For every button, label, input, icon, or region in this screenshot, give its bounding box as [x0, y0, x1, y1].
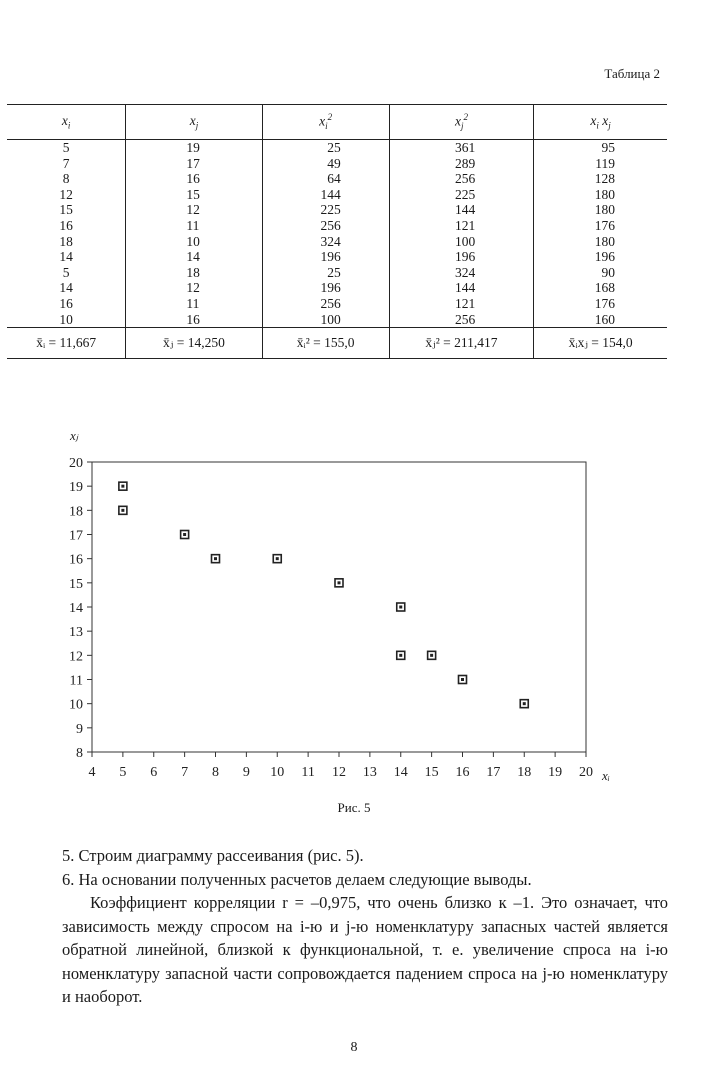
- table-row: [7, 156, 667, 172]
- x-tick-label: 14: [393, 765, 408, 780]
- table-cell: 144: [389, 202, 534, 218]
- table-cell: 11: [126, 296, 262, 312]
- table-cell: 5: [62, 264, 70, 280]
- header-xi: $x_i$: [7, 105, 126, 140]
- table-cell: 225: [389, 187, 534, 203]
- table-cell: 5: [62, 140, 70, 155]
- table-cell: 14: [59, 280, 73, 296]
- table-cell: 256: [389, 171, 534, 187]
- table-cell: 49: [262, 156, 389, 172]
- data-point-center: [461, 678, 464, 681]
- table-cell: 324: [262, 234, 389, 250]
- table-cell: 225: [262, 202, 389, 218]
- table-cell: 180: [534, 187, 667, 203]
- table-row: [7, 171, 667, 187]
- table-row: [7, 202, 667, 218]
- y-tick-label: 14: [69, 601, 83, 616]
- table-cell: 16: [126, 312, 262, 328]
- table-row: [7, 218, 667, 234]
- y-tick-label: 15: [69, 576, 83, 592]
- table-row: [7, 265, 667, 281]
- x-tick-label: 12: [332, 765, 346, 780]
- table-cell: 324: [389, 265, 534, 281]
- y-tick-label: 9: [76, 721, 83, 737]
- summary-cell: x̄ⱼ = 14,250: [126, 328, 262, 359]
- table-row: [7, 234, 667, 250]
- table-cell: 16: [59, 217, 73, 233]
- table-cell: 15: [59, 202, 73, 218]
- data-point-center: [121, 485, 124, 488]
- y-tick-label: 19: [69, 480, 83, 496]
- table-cell: 128: [534, 171, 667, 187]
- table-header-row: [7, 105, 667, 140]
- x-tick-label: 19: [548, 765, 563, 780]
- page-number: 8: [350, 1040, 358, 1055]
- table-cell: 12: [59, 186, 73, 202]
- data-point-center: [183, 533, 186, 536]
- table-cell: 289: [389, 156, 534, 172]
- table-cell: 25: [262, 265, 389, 281]
- table-row: [7, 249, 667, 265]
- table-cell: 176: [534, 218, 667, 234]
- x-tick-label: 10: [270, 765, 285, 780]
- plot-frame: [92, 462, 586, 752]
- paragraph-1: 5. Строим диаграмму рассеивания (рис. 5).: [62, 846, 364, 865]
- data-point-center: [399, 654, 402, 657]
- y-tick-label: 11: [69, 673, 83, 689]
- data-point-center: [121, 509, 124, 512]
- figure-caption: Рис. 5: [337, 800, 371, 815]
- table-row: [7, 140, 667, 156]
- table-cell: 256: [389, 312, 534, 328]
- table-cell: 10: [59, 311, 73, 327]
- table-cell: 256: [262, 218, 389, 234]
- header-xj: $x_j$: [126, 105, 262, 140]
- table-cell: 25: [262, 140, 389, 156]
- y-tick-label: 12: [69, 649, 83, 665]
- table-cell: 121: [389, 296, 534, 312]
- table-cell: 17: [126, 156, 262, 172]
- x-tick-label: 15: [424, 765, 439, 780]
- table-cell: 10: [126, 234, 262, 250]
- table-cell: 18: [126, 265, 262, 281]
- table-row: [7, 187, 667, 203]
- table-cell: 19: [126, 140, 262, 156]
- table-cell: 90: [534, 265, 667, 281]
- x-tick-label: 13: [362, 765, 377, 780]
- table-cell: 144: [389, 280, 534, 296]
- table-cell: 176: [534, 296, 667, 312]
- table-cell: 12: [126, 202, 262, 218]
- table-cell: 15: [126, 187, 262, 203]
- data-table: [7, 104, 667, 359]
- summary-cell: x̄ⱼ² = 211,417: [389, 328, 534, 359]
- scatter-chart: [56, 420, 616, 795]
- x-tick-label: 11: [301, 765, 315, 780]
- y-axis-label: xⱼ: [70, 428, 79, 443]
- y-tick-label: 16: [69, 552, 83, 568]
- y-tick-label: 10: [69, 697, 83, 713]
- x-tick-label: 17: [486, 765, 501, 780]
- table-cell: 95: [534, 140, 667, 156]
- data-point-center: [399, 606, 402, 609]
- header-xixj: $x_i$ $x_j$: [534, 105, 667, 140]
- x-tick-label: 7: [181, 765, 189, 780]
- table-cell: 180: [534, 202, 667, 218]
- scatter-chart-svg: [56, 420, 616, 790]
- table-cell: 361: [389, 140, 534, 156]
- x-tick-label: 16: [455, 765, 470, 780]
- paragraph-3: Коэффициент корреляции r = –0,975, что очень близко к –1. Это означает, что зависимость между спросом на i-ю и j-ю номенклатуру запасных частей является обратной линейной, близкой к функциональной, т. е. увеличение спроса на i-ю номенклатуру запасной части сопровождается падением спроса на j-ю номенклатуру и наоборот.: [62, 893, 668, 1006]
- table-cell: 121: [389, 218, 534, 234]
- table-cell: 168: [534, 280, 667, 296]
- data-point-center: [214, 557, 217, 560]
- table-caption: Таблица 2: [604, 66, 660, 81]
- summary-cell: x̄ᵢ = 11,667: [7, 328, 126, 359]
- y-tick-label: 20: [69, 456, 83, 471]
- x-tick-label: 9: [242, 765, 250, 780]
- table-cell: 7: [62, 155, 70, 171]
- x-tick-label: 20: [579, 765, 593, 780]
- table-cell: 16: [59, 295, 73, 311]
- table-cell: 14: [126, 249, 262, 265]
- table-cell: 64: [262, 171, 389, 187]
- x-tick-label: 4: [88, 765, 96, 780]
- x-tick-label: 6: [150, 765, 158, 780]
- y-tick-label: 13: [69, 625, 83, 641]
- x-axis-label: xᵢ: [602, 768, 610, 783]
- data-point-center: [430, 654, 433, 657]
- data-point-center: [523, 702, 526, 705]
- table-cell: 256: [262, 296, 389, 312]
- table-cell: 100: [389, 234, 534, 250]
- table-cell: 196: [389, 249, 534, 265]
- summary-cell: x̄ᵢ² = 155,0: [262, 328, 389, 359]
- table-cell: 119: [534, 156, 667, 172]
- header-xi2: $x_i^2$: [262, 105, 389, 140]
- x-tick-label: 5: [119, 765, 127, 780]
- table-cell: 12: [126, 280, 262, 296]
- header-xj2: $x_j^2$: [389, 105, 534, 140]
- table-summary-row: [7, 328, 667, 359]
- y-tick-label: 8: [76, 746, 83, 761]
- table-cell: 144: [262, 187, 389, 203]
- table-cell: 180: [534, 234, 667, 250]
- paragraph-2: 6. На основании полученных расчетов делаем следующие выводы.: [62, 869, 532, 889]
- table-cell: 100: [262, 312, 389, 328]
- table-cell: 196: [534, 249, 667, 265]
- table-cell: 18: [59, 233, 73, 249]
- x-tick-label: 18: [517, 765, 532, 780]
- table-cell: 14: [59, 249, 73, 265]
- table-cell: 8: [62, 171, 70, 187]
- y-tick-label: 17: [69, 528, 83, 544]
- data-point-center: [338, 581, 341, 584]
- table-cell: 16: [126, 171, 262, 187]
- table-cell: 160: [534, 312, 667, 328]
- table-row: [7, 296, 667, 312]
- body-text: [62, 844, 668, 1009]
- data-point-center: [276, 557, 279, 560]
- x-tick-label: 8: [212, 765, 219, 780]
- table-cell: 11: [126, 218, 262, 234]
- table-cell: 196: [262, 280, 389, 296]
- table-row: [7, 312, 667, 328]
- summary-cell: x̄ᵢxⱼ = 154,0: [534, 328, 667, 359]
- table-cell: 196: [262, 249, 389, 265]
- table-row: [7, 280, 667, 296]
- y-tick-label: 18: [69, 504, 83, 520]
